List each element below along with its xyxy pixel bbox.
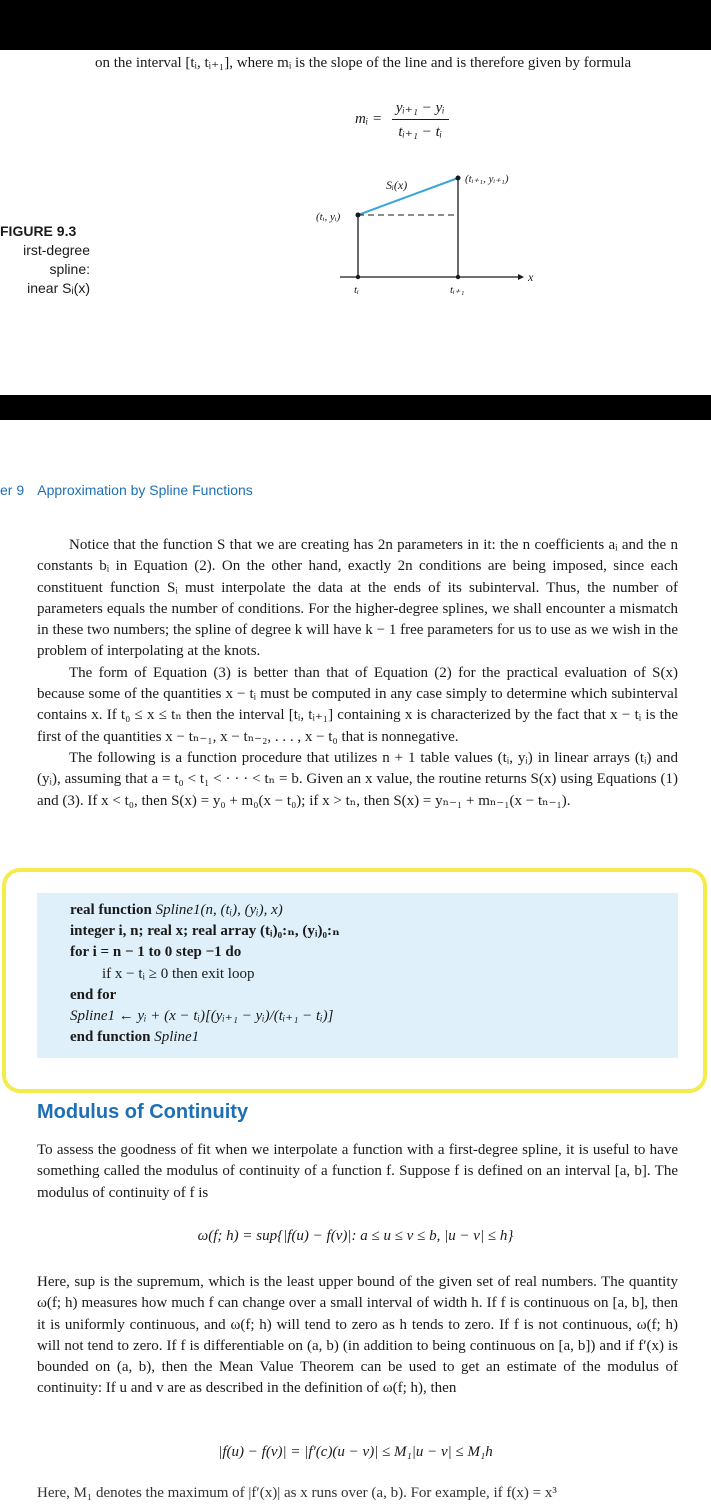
modulus-equation: ω(f; h) = sup{|f(u) − f(v)|: a ≤ u ≤ v ≤ b, |u − v| ≤ h} [197, 1228, 514, 1244]
top-black-bar [0, 0, 711, 50]
running-header [0, 482, 253, 498]
formula-lhs: mᵢ = [355, 110, 383, 127]
section-paragraph-2: Here, sup is the supremum, which is the least upper bound of the given set of real numbers. The quantity ω(f; h) measures how much f can change over a small interval of width h. If f is continuous on [a, b], then it is uniformly continuous, and ω(f; h) will tend to zero as h tends to zero. If f is not continuous, ω(f; h) will not tend to zero. If f is differentiable on (a, b) (in addition to being continuous on [a, b]) and if f′(x) is bounded on (a, b), then the Mean Value Theorem can be used to get an estimate of the modulus of continuity: If u and v are as described in the definition of ω(f; h), then [37, 1274, 678, 1397]
cut-off-line: Here, M₁ denotes the maximum of |f′(x)| as x runs over (a, b). For example, if f(x) = x³ [37, 1485, 557, 1501]
code-assignment: Spline1 ← yᵢ + (x − tᵢ)[(yᵢ₊₁ − yᵢ)/(tᵢ₊₁ − tᵢ)] [70, 1008, 334, 1025]
chapter-title: Approximation by Spline Functions [37, 482, 253, 498]
code-end-name: Spline1 [150, 1029, 200, 1046]
label-ti1: tᵢ₊₁ [450, 284, 465, 295]
paragraph-1: Notice that the function S that we are creating has 2n parameters in it: the n coefficients aᵢ and the n constants bᵢ in Equation (2). On the other hand, exactly 2n conditions are being imposed, since each constituent function Sᵢ must interpolate the data at the ends of its subinterval. Thus, the number of parameters equals the number of conditions. For the higher-degree splines, we shall encounter a mismatch in these two numbers; the spline of degree k will have k − 1 free parameters for us to use as we wish in the problem of interpolating at the knots. [37, 537, 678, 660]
label-left-point: (tᵢ, yᵢ) [316, 211, 341, 223]
x-axis-arrow [518, 274, 524, 280]
figure-caption-line1: irst-degree [23, 242, 90, 258]
code-line-1 [70, 900, 340, 921]
paragraph-3: The following is a function procedure that utilizes n + 1 table values (tᵢ, yᵢ) in linear arrays (tᵢ) and (yᵢ), assuming that a = t₀ < t₁ < · · · < tₙ = b. Given an x value, the routine returns S(x) using Equations (1) and (3). If x < t₀, then S(x) = y₀ + m₀(x − t₀); if x > tₙ, then S(x) = yₙ₋₁ + mₙ₋₁(x − tₙ₋₁). [37, 749, 678, 809]
spline-segment [358, 178, 458, 215]
figure-caption [0, 222, 90, 298]
code-keyword: real function [70, 902, 152, 918]
label-ti: tᵢ [354, 284, 359, 295]
section-paragraph-1: To assess the goodness of fit when we interpolate a function with a first-degree spline, it is useful to have something called the modulus of continuity of a function f. Suppose f is defined on an interval [a, b]. The modulus of continuity of f is [37, 1142, 678, 1201]
section-heading: Modulus of Continuity [37, 1101, 249, 1123]
figure-caption-line2: spline: [49, 261, 90, 277]
code-signature: Spline1(n, (tᵢ), (yᵢ), x) [151, 902, 283, 918]
code-line-3: for i = n − 1 to 0 step −1 do [70, 944, 242, 961]
chapter-number: er 9 [0, 482, 25, 498]
code-line-2: integer i, n; real x; real array (tᵢ)₀:ₙ, (yᵢ)₀:ₙ [70, 923, 340, 940]
label-right-point: (tᵢ₊₁, yᵢ₊₁) [465, 173, 509, 185]
right-foot [456, 275, 460, 279]
code-line-6 [70, 1006, 340, 1027]
code-line-7 [70, 1027, 340, 1048]
label-si: Sᵢ(x) [386, 178, 408, 192]
slope-formula [355, 98, 495, 141]
body-text [37, 535, 678, 812]
pseudocode [70, 900, 340, 1048]
mid-black-bar [0, 395, 711, 420]
formula-fraction [392, 98, 449, 141]
mean-value-equation: |f(u) − f(v)| = |f′(c)(u − v)| ≤ M₁|u − v| ≤ M₁h [218, 1444, 493, 1460]
right-point [456, 176, 461, 181]
intro-text: on the interval [tᵢ, tᵢ₊₁], where mᵢ is the slope of the line and is therefore given by formula [95, 55, 632, 71]
formula-denominator: tᵢ₊₁ − tᵢ [398, 124, 443, 140]
paragraph-2: The form of Equation (3) is better than that of Equation (2) for the practical evaluation of S(x) because some of the quantities x − tᵢ must be computed in any case simply to determine which subinterval contains x. If t₀ ≤ x ≤ tₙ then the interval [tᵢ, tᵢ₊₁] containing x is characterized by the fact that x − tᵢ is the first of the quantities x − tₙ₋₁, x − tₙ₋₂, . . . , x − t₀ that is nonnegative. [37, 664, 678, 745]
figure-title: FIGURE 9.3 [0, 223, 77, 239]
spline-figure [300, 160, 540, 295]
label-x: x [528, 270, 534, 284]
code-line-5: end for [70, 986, 117, 1003]
figure-caption-line3: inear Sᵢ(x) [27, 280, 90, 296]
formula-numerator: yᵢ₊₁ − yᵢ [392, 98, 449, 120]
left-foot [356, 275, 360, 279]
left-point [356, 213, 361, 218]
code-end-keyword: end function [70, 1029, 151, 1046]
code-line-4: if x − tᵢ ≥ 0 then exit loop [102, 965, 255, 982]
